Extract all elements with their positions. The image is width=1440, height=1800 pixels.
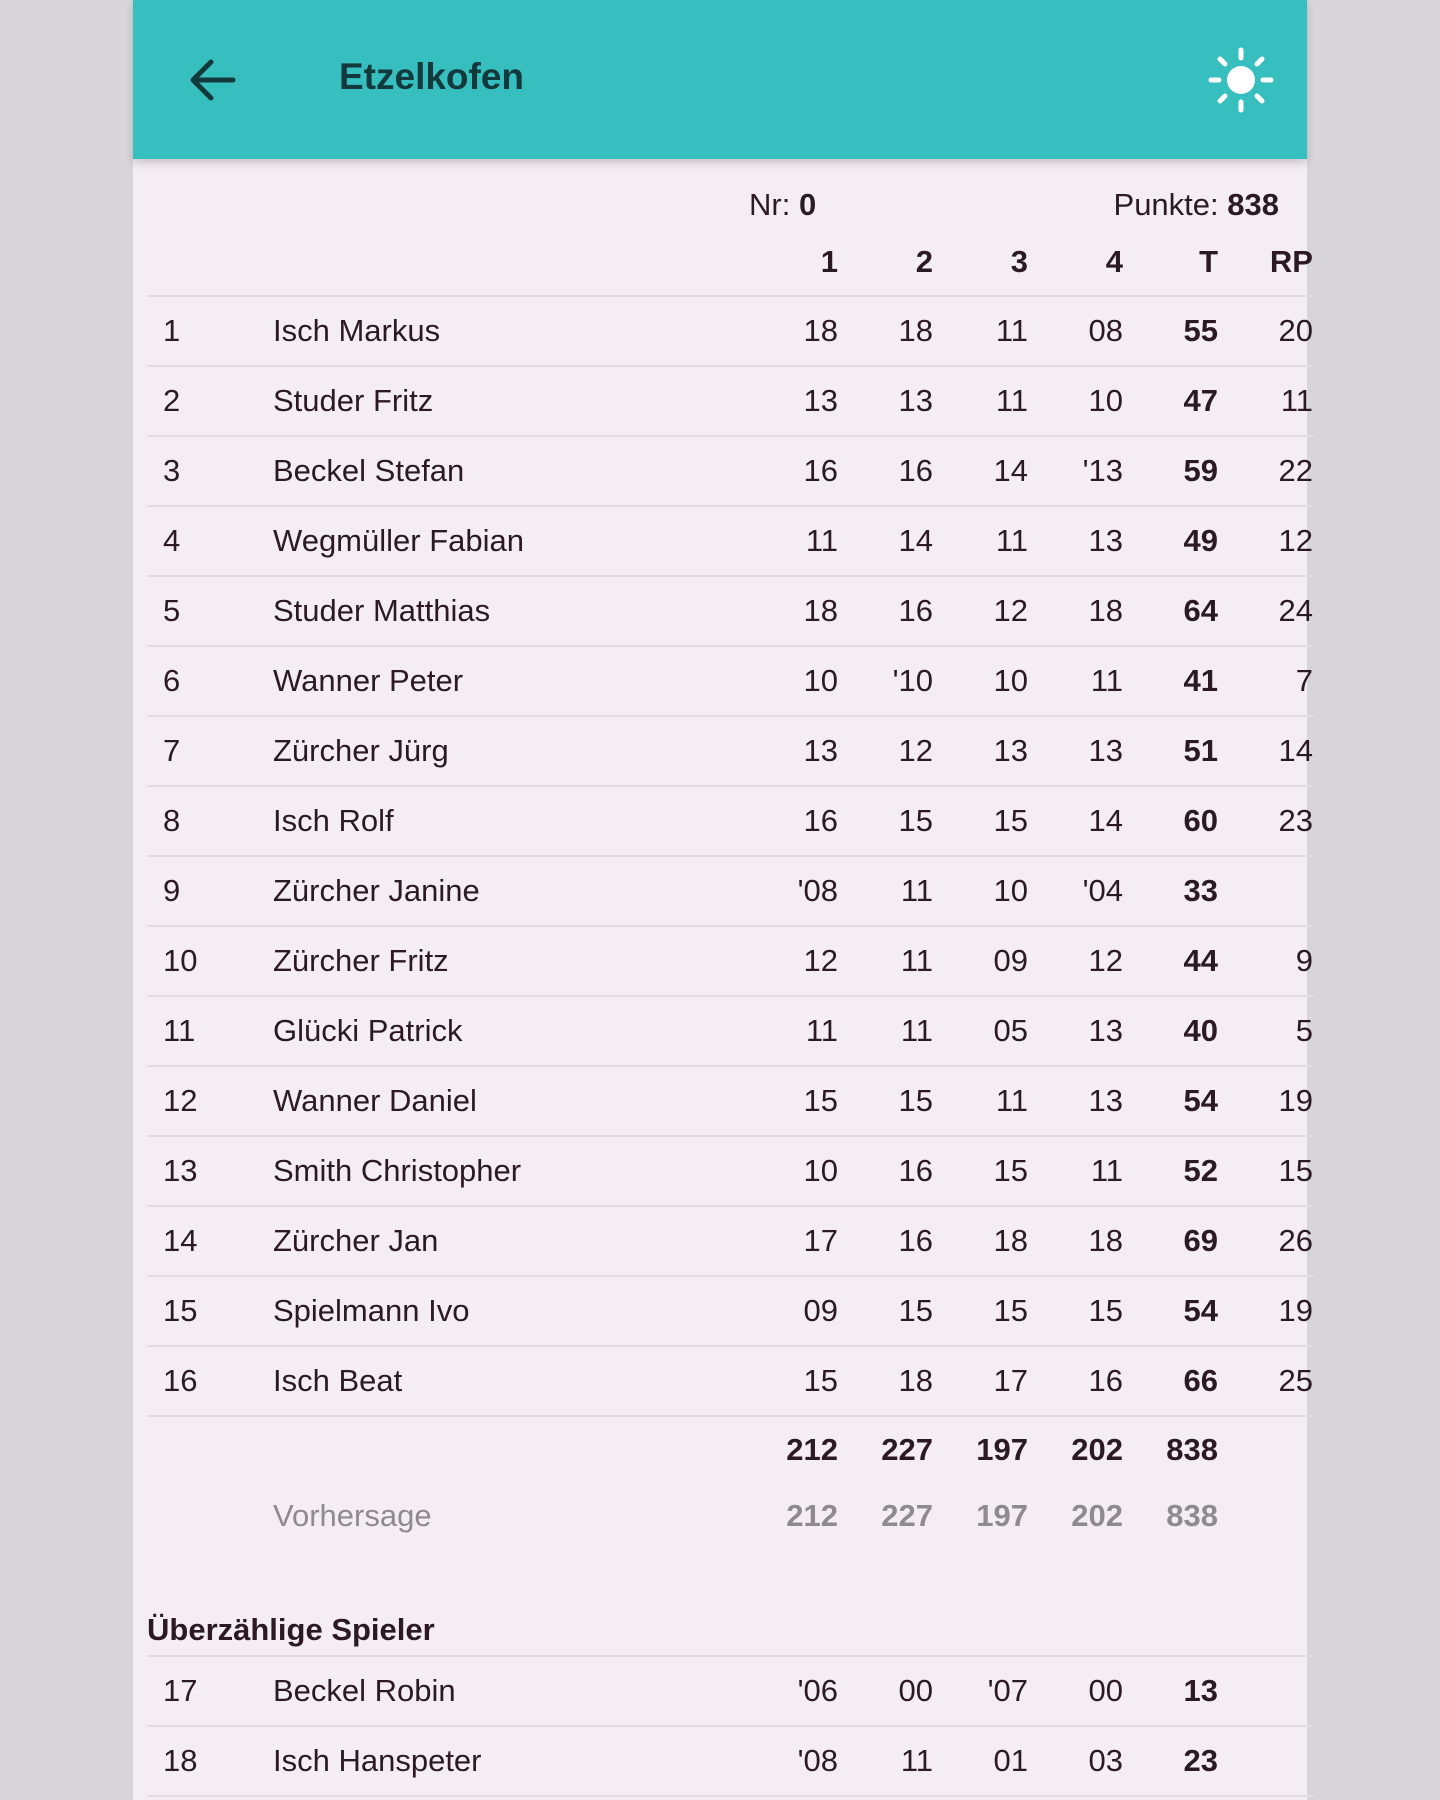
player-name: Studer Fritz <box>273 366 743 436</box>
score-round-4: 18 <box>1028 576 1123 646</box>
player-no: 14 <box>147 1206 273 1276</box>
score-round-4: 16 <box>1028 1346 1123 1416</box>
extra-players-table <box>147 1655 1313 1797</box>
header-round-4: 4 <box>1028 229 1123 296</box>
table-row[interactable] <box>147 1346 1313 1416</box>
prediction-total: 838 <box>1166 1498 1218 1533</box>
score-round-1: 10 <box>743 1136 838 1206</box>
total-round-1: 212 <box>743 1416 838 1483</box>
sun-icon <box>1207 46 1275 114</box>
table-row[interactable] <box>147 1276 1313 1346</box>
player-no: 2 <box>147 366 273 436</box>
score-round-1: 09 <box>743 1276 838 1346</box>
totals-name <box>273 1416 743 1483</box>
score-total: 69 <box>1123 1206 1218 1276</box>
score-total: 59 <box>1123 436 1218 506</box>
score-round-4: 12 <box>1028 926 1123 996</box>
score-total: 54 <box>1123 1066 1218 1136</box>
score-round-2: 11 <box>838 926 933 996</box>
player-no: 18 <box>147 1726 273 1796</box>
score-round-4: '04 <box>1028 856 1123 926</box>
table-row[interactable] <box>147 1066 1313 1136</box>
score-round-2: 15 <box>838 1276 933 1346</box>
player-name: Zürcher Jan <box>273 1206 743 1276</box>
score-round-3: 13 <box>933 716 1028 786</box>
score-round-1: 18 <box>743 576 838 646</box>
totals-no <box>147 1416 273 1483</box>
score-round-3: 18 <box>933 1206 1028 1276</box>
player-name: Zürcher Fritz <box>273 926 743 996</box>
prediction-round-1: 212 <box>786 1498 838 1533</box>
score-round-4: 13 <box>1028 996 1123 1066</box>
header-name <box>273 229 743 296</box>
punkte-value: 838 <box>1227 187 1279 222</box>
player-no: 17 <box>147 1656 273 1726</box>
prediction-row <box>147 1483 1313 1549</box>
score-round-3: 12 <box>933 576 1028 646</box>
score-round-4: 15 <box>1028 1276 1123 1346</box>
score-rp: 24 <box>1218 576 1313 646</box>
score-round-3: 11 <box>933 296 1028 366</box>
score-rp: 9 <box>1218 926 1313 996</box>
score-round-3: '07 <box>933 1656 1028 1726</box>
player-no: 7 <box>147 716 273 786</box>
arrow-left-icon <box>183 50 243 110</box>
extra-players-title: Überzählige Spieler <box>147 1612 435 1647</box>
player-no: 11 <box>147 996 273 1066</box>
player-no: 10 <box>147 926 273 996</box>
score-round-1: 12 <box>743 926 838 996</box>
score-round-3: 09 <box>933 926 1028 996</box>
player-no: 8 <box>147 786 273 856</box>
score-round-4: '13 <box>1028 436 1123 506</box>
score-round-4: 11 <box>1028 1136 1123 1206</box>
player-no: 3 <box>147 436 273 506</box>
player-no: 16 <box>147 1346 273 1416</box>
score-round-1: 13 <box>743 716 838 786</box>
score-round-2: 15 <box>838 786 933 856</box>
player-name: Isch Rolf <box>273 786 743 856</box>
score-round-1: 16 <box>743 436 838 506</box>
header-total: T <box>1123 229 1218 296</box>
score-round-4: 18 <box>1028 1206 1123 1276</box>
player-no: 9 <box>147 856 273 926</box>
score-round-2: 14 <box>838 506 933 576</box>
score-round-3: 15 <box>933 786 1028 856</box>
table-row[interactable] <box>147 296 1313 366</box>
table-row[interactable] <box>147 576 1313 646</box>
player-name: Spielmann Ivo <box>273 1276 743 1346</box>
player-name: Wanner Peter <box>273 646 743 716</box>
score-round-4: 14 <box>1028 786 1123 856</box>
score-round-3: 01 <box>933 1726 1028 1796</box>
score-total: 60 <box>1123 786 1218 856</box>
total-round-3: 197 <box>933 1416 1028 1483</box>
score-round-1: 11 <box>743 996 838 1066</box>
player-no: 4 <box>147 506 273 576</box>
score-round-1: '08 <box>743 1726 838 1796</box>
score-total: 54 <box>1123 1276 1218 1346</box>
score-rp <box>1218 856 1313 926</box>
score-round-1: '08 <box>743 856 838 926</box>
score-round-2: '10 <box>838 646 933 716</box>
score-round-2: 16 <box>838 436 933 506</box>
player-no: 5 <box>147 576 273 646</box>
player-no: 15 <box>147 1276 273 1346</box>
totals-rp <box>1218 1416 1313 1483</box>
score-rp: 25 <box>1218 1346 1313 1416</box>
table-row[interactable] <box>147 436 1313 506</box>
nr-value: 0 <box>798 187 817 222</box>
score-rp <box>1218 1656 1313 1726</box>
player-name: Wanner Daniel <box>273 1066 743 1136</box>
score-total: 47 <box>1123 366 1218 436</box>
score-round-2: 11 <box>838 856 933 926</box>
score-round-4: 10 <box>1028 366 1123 436</box>
score-table <box>147 229 1313 1549</box>
score-round-2: 18 <box>838 1346 933 1416</box>
score-total: 23 <box>1123 1726 1218 1796</box>
player-no: 13 <box>147 1136 273 1206</box>
app-screen <box>133 0 1313 1800</box>
score-round-1: 18 <box>743 296 838 366</box>
score-round-3: 10 <box>933 646 1028 716</box>
score-round-3: 15 <box>933 1136 1028 1206</box>
score-round-2: 15 <box>838 1066 933 1136</box>
header-no <box>147 229 273 296</box>
score-round-2: 11 <box>838 1726 933 1796</box>
score-total: 55 <box>1123 296 1218 366</box>
nr-display <box>749 187 816 223</box>
score-rp: 19 <box>1218 1066 1313 1136</box>
table-row[interactable] <box>147 366 1313 436</box>
table-row[interactable] <box>147 856 1313 926</box>
score-round-3: 11 <box>933 506 1028 576</box>
table-row[interactable] <box>147 1726 1313 1796</box>
table-row[interactable] <box>147 1656 1313 1726</box>
score-total: 66 <box>1123 1346 1218 1416</box>
player-name: Beckel Robin <box>273 1656 743 1726</box>
score-total: 51 <box>1123 716 1218 786</box>
score-rp: 12 <box>1218 506 1313 576</box>
score-rp: 22 <box>1218 436 1313 506</box>
score-round-3: 11 <box>933 366 1028 436</box>
player-name: Beckel Stefan <box>273 436 743 506</box>
table-row[interactable] <box>147 1136 1313 1206</box>
score-rp: 26 <box>1218 1206 1313 1276</box>
app-bar <box>133 0 1307 159</box>
total-round-2: 227 <box>838 1416 933 1483</box>
table-row[interactable] <box>147 786 1313 856</box>
score-rp: 15 <box>1218 1136 1313 1206</box>
header-round-2: 2 <box>838 229 933 296</box>
score-round-4: 13 <box>1028 716 1123 786</box>
content <box>133 159 1313 1797</box>
theme-toggle-button[interactable] <box>1207 46 1275 114</box>
score-round-2: 18 <box>838 296 933 366</box>
score-round-4: 11 <box>1028 646 1123 716</box>
prediction-no <box>147 1483 273 1549</box>
player-name: Zürcher Jürg <box>273 716 743 786</box>
score-round-2: 16 <box>838 1206 933 1276</box>
prediction-label: Vorhersage <box>273 1498 432 1533</box>
totals-row <box>147 1416 1313 1483</box>
score-total: 41 <box>1123 646 1218 716</box>
score-round-2: 12 <box>838 716 933 786</box>
score-rp: 23 <box>1218 786 1313 856</box>
player-name: Glücki Patrick <box>273 996 743 1066</box>
score-round-2: 11 <box>838 996 933 1066</box>
score-round-2: 00 <box>838 1656 933 1726</box>
table-row[interactable] <box>147 926 1313 996</box>
table-row[interactable] <box>147 716 1313 786</box>
score-round-3: 10 <box>933 856 1028 926</box>
score-round-3: 05 <box>933 996 1028 1066</box>
score-rp: 5 <box>1218 996 1313 1066</box>
punkte-label: Punkte: <box>1113 187 1219 222</box>
score-total: 40 <box>1123 996 1218 1066</box>
score-round-1: 15 <box>743 1066 838 1136</box>
prediction-round-4: 202 <box>1071 1498 1123 1533</box>
player-no: 12 <box>147 1066 273 1136</box>
prediction-round-2: 227 <box>881 1498 933 1533</box>
header-rp: RP <box>1218 229 1313 296</box>
table-row[interactable] <box>147 1206 1313 1276</box>
score-round-1: '06 <box>743 1656 838 1726</box>
page-title: Etzelkofen <box>339 56 525 97</box>
score-total: 64 <box>1123 576 1218 646</box>
score-total: 49 <box>1123 506 1218 576</box>
score-round-2: 16 <box>838 1136 933 1206</box>
header-round-1: 1 <box>743 229 838 296</box>
table-row[interactable] <box>147 506 1313 576</box>
table-row[interactable] <box>147 996 1313 1066</box>
score-round-2: 16 <box>838 576 933 646</box>
score-round-4: 13 <box>1028 1066 1123 1136</box>
player-no: 6 <box>147 646 273 716</box>
score-round-2: 13 <box>838 366 933 436</box>
score-round-1: 10 <box>743 646 838 716</box>
score-round-3: 17 <box>933 1346 1028 1416</box>
score-round-1: 15 <box>743 1346 838 1416</box>
score-total: 13 <box>1123 1656 1218 1726</box>
player-name: Isch Beat <box>273 1346 743 1416</box>
score-round-1: 13 <box>743 366 838 436</box>
player-name: Isch Hanspeter <box>273 1726 743 1796</box>
score-total: 52 <box>1123 1136 1218 1206</box>
player-no: 1 <box>147 296 273 366</box>
table-header <box>147 229 1313 296</box>
total-sum: 838 <box>1123 1416 1218 1483</box>
player-name: Studer Matthias <box>273 576 743 646</box>
score-round-1: 11 <box>743 506 838 576</box>
header-round-3: 3 <box>933 229 1028 296</box>
player-name: Isch Markus <box>273 296 743 366</box>
score-round-4: 13 <box>1028 506 1123 576</box>
score-rp: 20 <box>1218 296 1313 366</box>
punkte-display <box>1114 187 1279 223</box>
score-rp: 19 <box>1218 1276 1313 1346</box>
score-round-1: 17 <box>743 1206 838 1276</box>
player-name: Wegmüller Fabian <box>273 506 743 576</box>
table-row[interactable] <box>147 646 1313 716</box>
prediction-round-3: 197 <box>976 1498 1028 1533</box>
score-round-4: 00 <box>1028 1656 1123 1726</box>
score-round-3: 15 <box>933 1276 1028 1346</box>
score-rp: 14 <box>1218 716 1313 786</box>
score-rp: 11 <box>1218 366 1313 436</box>
score-round-4: 03 <box>1028 1726 1123 1796</box>
player-name: Smith Christopher <box>273 1136 743 1206</box>
score-round-3: 14 <box>933 436 1028 506</box>
score-total: 44 <box>1123 926 1218 996</box>
player-name: Zürcher Janine <box>273 856 743 926</box>
nr-label: Nr: <box>749 187 791 222</box>
score-round-1: 16 <box>743 786 838 856</box>
score-total: 33 <box>1123 856 1218 926</box>
back-button[interactable] <box>183 50 243 110</box>
total-round-4: 202 <box>1028 1416 1123 1483</box>
score-round-3: 11 <box>933 1066 1028 1136</box>
score-rp: 7 <box>1218 646 1313 716</box>
prediction-rp <box>1218 1483 1313 1549</box>
score-rp <box>1218 1726 1313 1796</box>
score-round-4: 08 <box>1028 296 1123 366</box>
score-summary <box>147 159 1293 229</box>
